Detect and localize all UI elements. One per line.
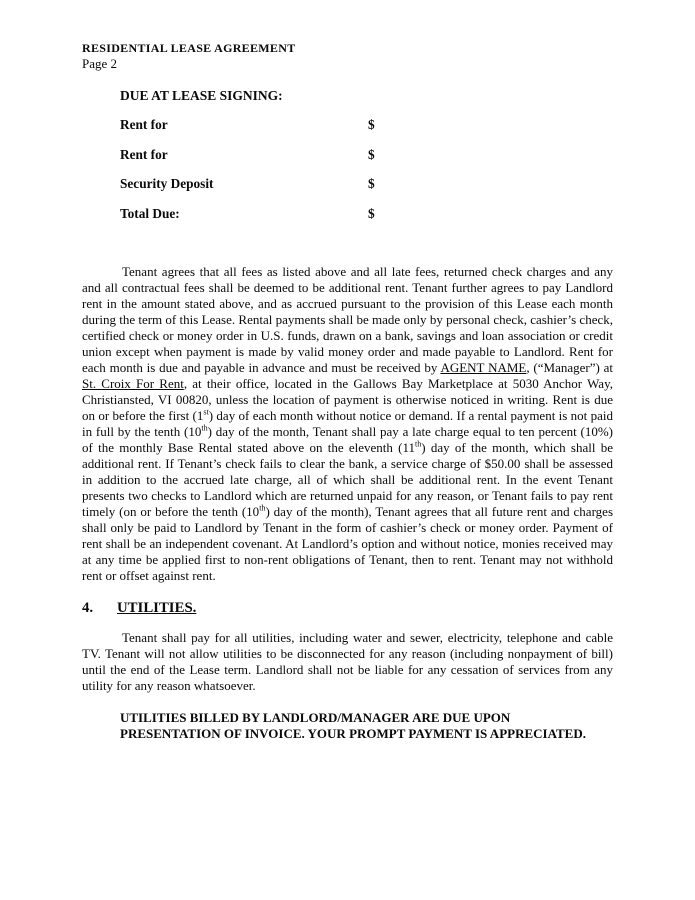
- utilities-section-heading: [82, 599, 613, 617]
- dollar-sign: $: [368, 117, 375, 132]
- section-title: UTILITIES.: [117, 599, 197, 616]
- due-at-signing-section: [82, 87, 613, 222]
- fee-row-security-deposit: [120, 176, 613, 192]
- fee-table: [82, 117, 613, 222]
- section-number: 4.: [82, 599, 94, 616]
- fee-label: Rent for: [120, 146, 168, 162]
- dollar-sign: $: [368, 176, 375, 191]
- fee-row-rent-1: [120, 117, 613, 133]
- dollar-sign: $: [368, 205, 375, 221]
- utilities-paragraph: Tenant shall pay for all utilities, including water and sewer, electricity, telephone and cable TV. Tenant will not allow utilities to be disconnected for any reason (including nonpayment of bill) until the end of the Lease term. Landlord shall not be liable for any cessation of services from any utility for any reason whatsoever.: [82, 629, 613, 693]
- due-section-heading: DUE AT LEASE SIGNING:: [120, 88, 283, 103]
- fee-row-total-due: [120, 206, 613, 222]
- dollar-sign: $: [368, 146, 375, 162]
- fee-row-rent-2: [120, 147, 613, 163]
- fee-label: Total Due:: [120, 205, 180, 221]
- fee-label: Security Deposit: [120, 176, 214, 191]
- fee-label: Rent for: [120, 117, 168, 132]
- notice-line-2: PRESENTATION OF INVOICE. YOUR PROMPT PAYMENT IS APPRECIATED.: [120, 726, 586, 741]
- document-title: RESIDENTIAL LEASE AGREEMENT: [82, 41, 296, 55]
- rent-terms-paragraph: Tenant agrees that all fees as listed above and all late fees, returned check charges and any and all contractual fees shall be deemed to be additional rent. Tenant further agrees to pay Landlord rent in the amount stated above, and as accrued pursuant to the provision of this Lease each month during the term of this Lease. Rental payments shall be made only by personal check, cashier’s check, certified check or money order in U.S. funds, drawn on a bank, savings and loan association or credit union except when payment is made by valid money order and made payable to Landlord. Rent for each month is due and payable in advance and must be received by AGENT NAME, (“Manager”) at St. Croix For Rent, at their office, located in the Gallows Bay Marketplace at 5030 Anchor Way, Christiansted, VI 00820, unless the location of payment is otherwise noticed in writing. Rent is due on or before the first (1st) day of each month without notice or demand. If a rental payment is not paid in full by the tenth (10th) day of the month, Tenant shall pay a late charge equal to ten percent (10%) of the monthly Base Rental stated above on the eleventh (11th) day of the month, which shall be additional rent. If Tenant’s check fails to clear the bank, a service charge of $50.00 shall be assessed in addition to the accrued late charge, all of which shall be additional rent. In the event Tenant presents two checks to Landlord which are returned unpaid for any reason, or Tenant fails to pay rent timely (on or before the tenth (10th) day of the month), Tenant agrees that all future rent and charges shall only be paid to Landlord by Tenant in the form of cashier’s check or money order. Payment of rent shall be an independent covenant. At Landlord’s option and without notice, monies received may at any time be applied first to non-rent obligations of Tenant, then to rent. Tenant may not withhold rent or offset against rent.: [82, 263, 613, 583]
- notice-line-1: UTILITIES BILLED BY LANDLORD/MANAGER ARE DUE UPON: [120, 709, 511, 725]
- document-header: [82, 41, 613, 72]
- page-number: Page 2: [82, 56, 118, 71]
- utilities-billing-notice: [120, 710, 613, 743]
